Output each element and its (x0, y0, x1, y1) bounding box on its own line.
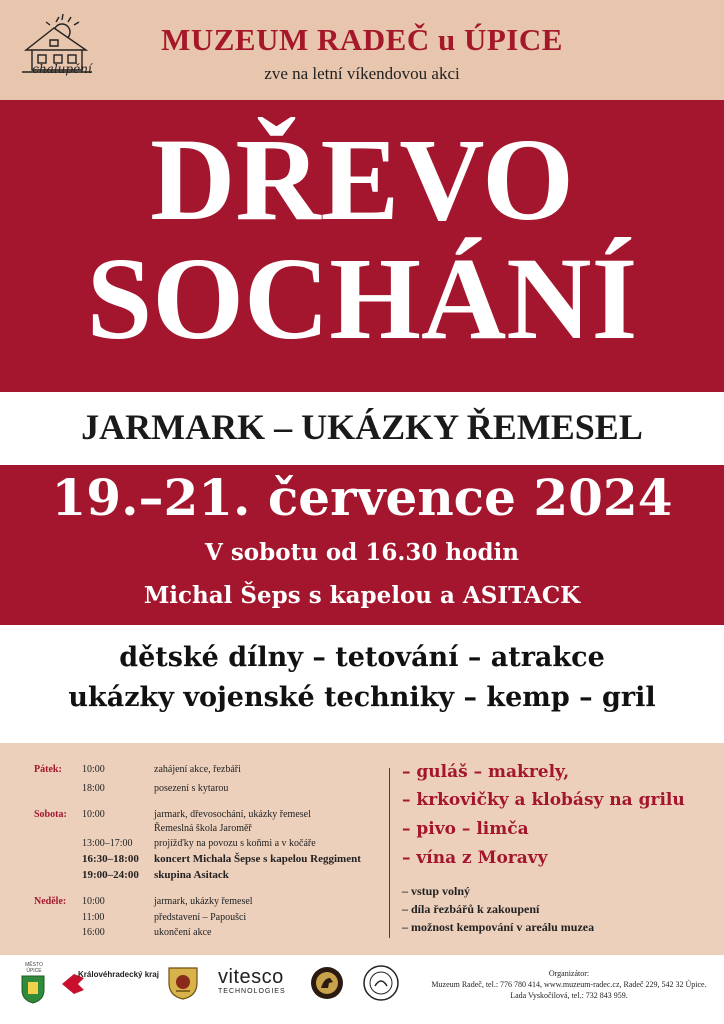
schedule-event: jarmark, dřevosochání, ukázky řemesel (154, 809, 311, 820)
museum-name: MUZEUM RADEČ u ÚPICE (161, 22, 563, 57)
activities-line-1: dětské dílny – tetování – atrakce (119, 642, 605, 673)
title-line-2: SOCHÁNÍ (86, 233, 638, 364)
event-date: 19.–21. července 2024 (51, 468, 673, 527)
schedule-time: 10:00 (82, 896, 105, 907)
organizer-line-1: Muzeum Radeč, tel.: 776 780 414, www.muzeum-radec.cz, Radeč 229, 542 32 Úpice. (431, 980, 707, 989)
schedule-time: 16:30–18:00 (82, 853, 139, 865)
schedule-event: ukončení akce (154, 927, 212, 938)
title-line-1: DŘEVO (150, 114, 574, 245)
schedule-day: Pátek: (34, 764, 62, 775)
schedule-event: skupina Asitack (154, 869, 229, 881)
kralovehradecky-kraj-logo (60, 968, 160, 998)
logo-text: chalupění (32, 62, 92, 76)
invite-text: zve na letní víkendovou akci (264, 64, 460, 83)
schedule-time: 18:00 (82, 783, 105, 794)
mesto-upice-logo (20, 962, 48, 1009)
schedule-event: posezení s kytarou (154, 783, 229, 794)
schedule-day: Sobota: (34, 809, 67, 820)
schedule-divider (389, 768, 390, 938)
food-item: – pivo – limča (402, 819, 529, 839)
kraj-label: Královéhradecký kraj (78, 970, 159, 979)
schedule-time: 13:00–17:00 (82, 838, 133, 849)
organizer-line-2: Lada Vyskočilová, tel.: 732 843 959. (510, 991, 628, 1000)
schedule-event: projížďky na povozu s koňmi a v kočáře (154, 838, 316, 849)
round-stamp-icon (362, 964, 400, 1002)
info-item: – možnost kempování v areálu muzea (402, 920, 595, 934)
schedule-time: 10:00 (82, 809, 105, 820)
food-item: – vína z Moravy (402, 848, 548, 868)
organizer-info (424, 968, 714, 1001)
food-item: – guláš – makrely, (402, 762, 570, 782)
schedule-time: 10:00 (82, 764, 105, 775)
schedule-time: 16:00 (82, 927, 105, 938)
coat-of-arms-icon (166, 965, 200, 1001)
vitesco-sub: TECHNOLOGIES (218, 988, 286, 995)
schedule-time: 11:00 (82, 912, 105, 923)
vitesco-logo (218, 966, 298, 995)
info-item: – vstup volný (402, 884, 471, 898)
schedule-event: Řemeslná škola Jaroměř (154, 823, 252, 834)
horse-seal-icon (310, 966, 344, 1000)
schedule-day: Neděle: (34, 896, 67, 907)
schedule-section (0, 743, 724, 955)
schedule-time: 19:00–24:00 (82, 869, 139, 881)
schedule-event: koncert Michala Šepse s kapelou Reggiment (154, 853, 361, 865)
band-lineup: Michal Šeps s kapelou a ASITACK (143, 582, 581, 609)
saturday-time: V sobotu od 16.30 hodin (205, 539, 519, 566)
mesto-label: MĚSTO ÚPICE (25, 962, 43, 974)
subtitle: JARMARK – UKÁZKY ŘEMESEL (81, 407, 643, 447)
schedule-event: zahájení akce, řezbáři (154, 764, 241, 775)
info-item: – díla řezbářů k zakoupení (402, 902, 540, 916)
schedule-event: jarmark, ukázky řemesel (154, 896, 253, 907)
schedule-event: představení – Papoušci (154, 912, 247, 923)
vitesco-label: vitesco (218, 966, 284, 988)
organizer-title: Organizátor: (548, 969, 590, 978)
food-item: – krkovičky a klobásy na grilu (402, 790, 685, 810)
activities-line-2: ukázky vojenské techniky – kemp – gril (68, 682, 656, 713)
shield-icon (20, 974, 46, 1004)
